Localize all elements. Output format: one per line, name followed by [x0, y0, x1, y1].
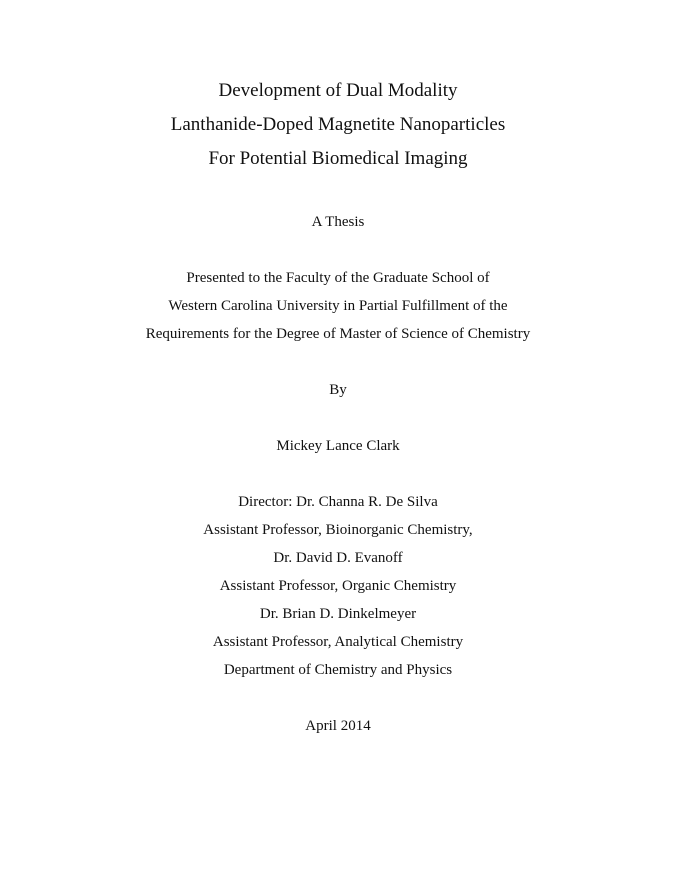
- thesis-title-line-2: Lanthanide-Doped Magnetite Nanoparticles: [170, 114, 506, 135]
- thesis-date: April 2014: [305, 718, 371, 734]
- thesis-title-line-1: Development of Dual Modality: [218, 80, 458, 101]
- department: Department of Chemistry and Physics: [223, 662, 453, 678]
- author-name: Mickey Lance Clark: [276, 438, 400, 454]
- presentation-line-1: Presented to the Faculty of the Graduate School of: [186, 270, 490, 286]
- committee-member-1-title: Assistant Professor, Organic Chemistry: [219, 578, 457, 594]
- committee-director-title: Assistant Professor, Bioinorganic Chemistry,: [203, 522, 473, 538]
- presentation-line-2: Western Carolina University in Partial Fulfillment of the: [168, 298, 508, 314]
- committee-director: Director: Dr. Channa R. De Silva: [238, 494, 438, 510]
- committee-member-2-title: Assistant Professor, Analytical Chemistry: [212, 634, 464, 650]
- presentation-line-3: Requirements for the Degree of Master of Science of Chemistry: [145, 326, 531, 342]
- committee-member-2: Dr. Brian D. Dinkelmeyer: [259, 606, 417, 622]
- committee-member-1: Dr. David D. Evanoff: [273, 550, 403, 566]
- by-label: By: [329, 382, 347, 398]
- document-type: A Thesis: [311, 214, 365, 230]
- thesis-title-line-3: For Potential Biomedical Imaging: [208, 148, 468, 169]
